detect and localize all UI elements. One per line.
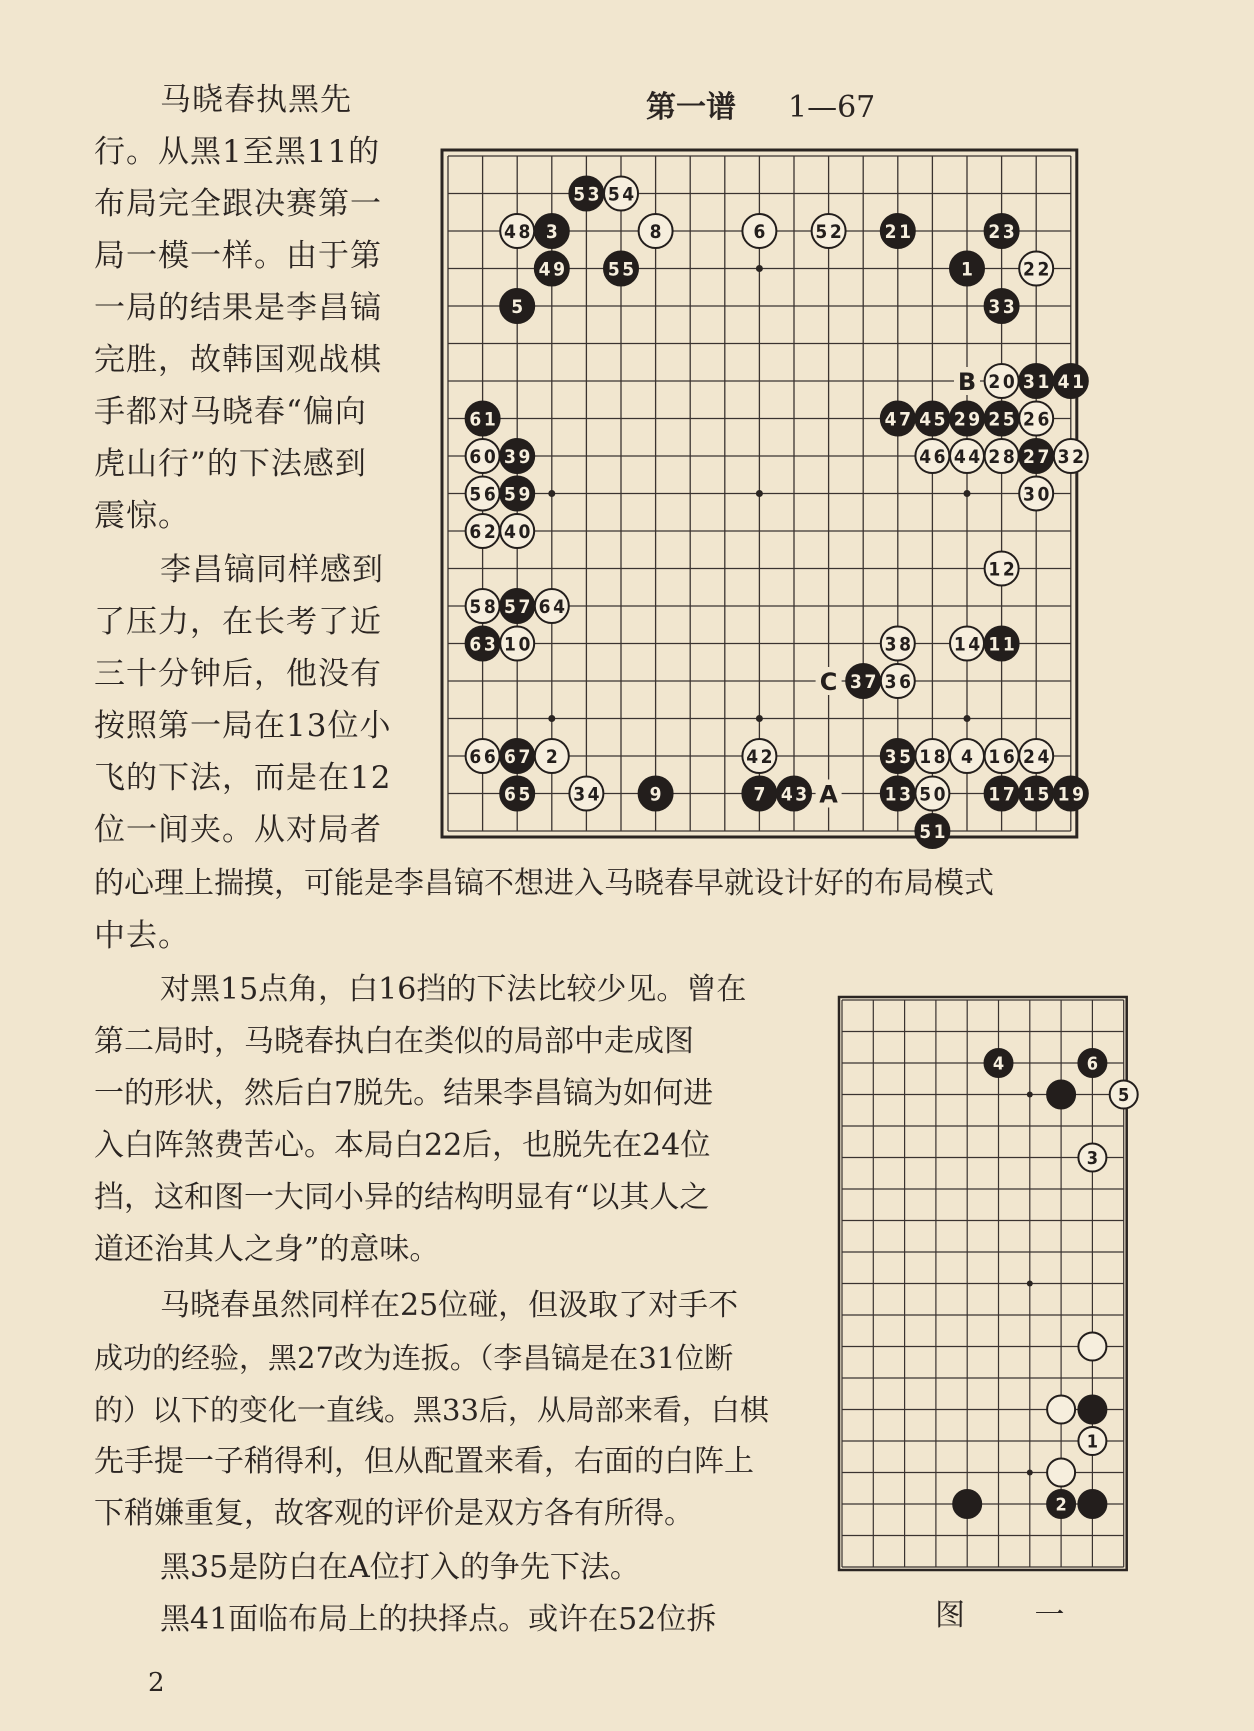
stone-number: 66 [469, 745, 496, 768]
white-stone [950, 439, 984, 473]
black-stone [742, 777, 776, 811]
stone-number: 55 [607, 258, 635, 281]
white-stone [604, 177, 638, 211]
black-stone [466, 627, 500, 661]
black-stone [500, 439, 534, 473]
stone-number: 26 [1023, 408, 1050, 431]
text-line: 局一模一样。由于第 [94, 238, 382, 274]
white-stone [1078, 1333, 1106, 1361]
stone-number: 4 [961, 745, 973, 768]
white-stone [535, 739, 569, 773]
black-stone [604, 252, 638, 286]
stone-number: 44 [953, 445, 981, 468]
white-stone [1047, 1459, 1075, 1487]
stone-number: 15 [1023, 783, 1050, 806]
black-stone [1078, 1396, 1106, 1424]
black-stone [1047, 1081, 1075, 1109]
star-point [964, 490, 971, 497]
stone-number: 25 [988, 408, 1015, 431]
black-stone [1078, 1049, 1106, 1077]
star-point [964, 715, 971, 722]
black-stone [500, 777, 534, 811]
stone-number: 62 [469, 520, 496, 543]
white-stone [985, 552, 1019, 586]
black-stone [500, 289, 534, 323]
black-stone [1019, 364, 1053, 398]
white-stone [742, 739, 776, 773]
stone-number: 5 [1118, 1084, 1130, 1106]
stone-number: 31 [1023, 370, 1050, 393]
text-line: 马晓春虽然同样在25位碰，但汲取了对手不 [160, 1288, 739, 1323]
diagram-title-text: 第一谱 [646, 90, 736, 125]
stone-number: 58 [469, 595, 496, 618]
stone-number: 10 [504, 633, 531, 656]
stone-disc [1047, 1459, 1075, 1487]
text-line: 手都对马晓春“偏向 [94, 394, 367, 430]
white-stone [985, 439, 1019, 473]
stone-number: 16 [988, 745, 1015, 768]
point-mark-label: C [819, 668, 838, 696]
white-stone [500, 514, 534, 548]
stone-number: 22 [1023, 258, 1050, 281]
white-stone [1078, 1427, 1106, 1455]
white-stone [881, 664, 915, 698]
star-point [756, 265, 763, 272]
stone-number: 64 [538, 595, 565, 618]
stone-number: 42 [746, 745, 773, 768]
white-stone [466, 514, 500, 548]
stone-number: 48 [504, 220, 531, 243]
text-line: 位一间夹。从对局者 [94, 812, 382, 848]
text-line: 完胜，故韩国观战棋 [94, 342, 382, 378]
stone-number: 59 [504, 483, 531, 506]
text-line: 震惊。 [94, 498, 190, 534]
stone-number: 47 [884, 408, 911, 431]
stone-number: 34 [573, 783, 600, 806]
black-stone [1054, 777, 1088, 811]
white-stone [1019, 402, 1053, 436]
text-line: 了压力，在长考了近 [94, 604, 382, 640]
stone-number: 49 [538, 258, 565, 281]
stone-number: 56 [469, 483, 496, 506]
stone-number: 13 [884, 783, 911, 806]
white-stone [466, 739, 500, 773]
black-stone [881, 402, 915, 436]
stone-number: 52 [815, 220, 842, 243]
white-stone [500, 627, 534, 661]
stone-number: 51 [919, 820, 946, 843]
black-stone [985, 777, 1019, 811]
white-stone [1019, 477, 1053, 511]
text-line: 马晓春执黑先 [160, 82, 352, 118]
stone-disc [1047, 1396, 1075, 1424]
white-stone [915, 739, 949, 773]
stone-number: 20 [988, 370, 1015, 393]
white-stone [466, 477, 500, 511]
stone-number: 21 [884, 220, 911, 243]
white-stone [500, 214, 534, 248]
black-stone [881, 777, 915, 811]
black-stone [466, 402, 500, 436]
page-number: 2 [148, 1668, 165, 1698]
white-stone [1078, 1144, 1106, 1172]
star-point [756, 715, 763, 722]
stone-disc [1078, 1333, 1106, 1361]
stone-number: 8 [649, 220, 662, 243]
black-stone [1078, 1490, 1106, 1518]
stone-disc [953, 1490, 981, 1518]
text-line: 黑35是防白在A位打入的争先下法。 [160, 1550, 640, 1585]
black-stone [535, 252, 569, 286]
black-stone [915, 402, 949, 436]
black-stone [500, 589, 534, 623]
stone-disc [1047, 1081, 1075, 1109]
stone-number: 3 [545, 220, 558, 243]
white-stone [466, 589, 500, 623]
black-stone [985, 1049, 1013, 1077]
stone-number: 1 [1086, 1431, 1099, 1453]
stone-number: 37 [850, 670, 877, 693]
stone-number: 12 [988, 558, 1015, 581]
text-line: 中去。 [94, 918, 190, 954]
stone-disc [1078, 1490, 1106, 1518]
white-stone [1019, 739, 1053, 773]
star-point [1027, 1092, 1033, 1098]
stone-number: 32 [1057, 445, 1084, 468]
white-stone [1019, 252, 1053, 286]
star-point [1027, 1470, 1033, 1476]
star-point [1027, 1281, 1033, 1287]
black-stone [639, 777, 673, 811]
black-stone [500, 477, 534, 511]
stone-number: 5 [511, 295, 524, 318]
white-stone [950, 627, 984, 661]
text-line: 的心理上揣摸，可能是李昌镐不想进入马晓春早就设计好的布局模式 [94, 866, 994, 901]
stone-number: 3 [1086, 1147, 1099, 1169]
stone-number: 18 [919, 745, 946, 768]
black-stone [500, 739, 534, 773]
black-stone [881, 214, 915, 248]
stone-number: 2 [545, 745, 558, 768]
point-mark-label: B [957, 368, 977, 396]
black-stone [1019, 777, 1053, 811]
text-line: 一局的结果是李昌镐 [94, 290, 382, 326]
stone-number: 11 [988, 633, 1015, 656]
stone-number: 61 [469, 408, 496, 431]
stone-number: 6 [1086, 1053, 1099, 1075]
black-stone [1019, 439, 1053, 473]
stone-number: 38 [884, 633, 911, 656]
black-stone [950, 402, 984, 436]
stone-number: 45 [919, 408, 946, 431]
text-line: 第二局时，马晓春执白在类似的局部中走成图 [94, 1024, 694, 1059]
stone-number: 19 [1057, 783, 1084, 806]
stone-number: 24 [1023, 745, 1050, 768]
text-line: 下稍嫌重复，故客观的评价是双方各有所得。 [94, 1496, 694, 1531]
text-line: 三十分钟后，他没有 [94, 656, 382, 692]
black-stone [985, 289, 1019, 323]
text-line: 飞的下法，而是在12 [94, 760, 392, 796]
stone-number: 9 [649, 783, 662, 806]
stone-number: 36 [884, 670, 911, 693]
text-line: 入白阵煞费苦心。本局白22后，也脱先在24位 [94, 1128, 711, 1163]
black-stone [569, 177, 603, 211]
stone-number: 57 [504, 595, 531, 618]
stone-number: 46 [919, 445, 946, 468]
text-line: 一的形状，然后白7脱先。结果李昌镐为如何进 [94, 1076, 714, 1111]
stone-number: 41 [1057, 370, 1084, 393]
black-stone [985, 627, 1019, 661]
black-stone [1047, 1490, 1075, 1518]
white-stone [985, 364, 1019, 398]
stone-number: 6 [753, 220, 766, 243]
stone-number: 35 [884, 745, 911, 768]
black-stone [985, 402, 1019, 436]
text-line: 虎山行”的下法感到 [94, 446, 367, 482]
white-stone [742, 214, 776, 248]
white-stone [915, 777, 949, 811]
black-stone [535, 214, 569, 248]
black-stone [953, 1490, 981, 1518]
black-stone [1054, 364, 1088, 398]
white-stone [639, 214, 673, 248]
black-stone [846, 664, 880, 698]
stone-number: 60 [469, 445, 496, 468]
diagram-move-range: 1—67 [788, 90, 876, 125]
black-stone [777, 777, 811, 811]
star-point [548, 715, 555, 722]
stone-number: 7 [753, 783, 766, 806]
stone-number: 33 [988, 295, 1015, 318]
black-stone [985, 214, 1019, 248]
stone-number: 39 [504, 445, 531, 468]
stone-number: 43 [780, 783, 808, 806]
stone-number: 54 [607, 183, 635, 206]
point-mark-label: A [819, 780, 838, 809]
stone-number: 27 [1023, 445, 1050, 468]
stone-number: 67 [504, 745, 531, 768]
stone-disc [1078, 1396, 1106, 1424]
white-stone [950, 739, 984, 773]
stone-number: 30 [1023, 483, 1050, 506]
black-stone [950, 252, 984, 286]
text-line: 行。从黑1至黑11的 [94, 134, 381, 170]
stone-number: 1 [961, 258, 973, 281]
stone-number: 53 [573, 183, 600, 206]
stone-number: 50 [919, 783, 946, 806]
white-stone [466, 439, 500, 473]
white-stone [1047, 1396, 1075, 1424]
stone-number: 65 [504, 783, 531, 806]
stone-number: 17 [988, 783, 1015, 806]
stone-number: 28 [988, 445, 1015, 468]
stone-number: 29 [953, 408, 981, 431]
text-line: 成功的经验，黑27改为连扳。（李昌镐是在31位断 [94, 1341, 734, 1375]
white-stone [812, 214, 846, 248]
black-stone [915, 814, 949, 848]
figure-caption: 图 一 [935, 1598, 1095, 1633]
white-stone [1110, 1081, 1138, 1109]
stone-number: 2 [1055, 1494, 1067, 1516]
stone-number: 63 [469, 633, 496, 656]
stone-number: 23 [988, 220, 1015, 243]
text-line: 挡，这和图一大同小异的结构明显有“以其人之 [94, 1180, 710, 1215]
text-line: 的）以下的变化一直线。黑33后，从局部来看，白棋 [94, 1393, 769, 1427]
white-stone [985, 739, 1019, 773]
white-stone [881, 627, 915, 661]
star-point [756, 490, 763, 497]
figure-one-diagram [839, 997, 1138, 1570]
white-stone [535, 589, 569, 623]
white-stone [915, 439, 949, 473]
text-line: 按照第一局在13位小 [94, 708, 392, 744]
stone-number: 40 [504, 520, 531, 543]
text-line: 布局完全跟决赛第一 [94, 186, 382, 222]
star-point [548, 490, 555, 497]
black-stone [881, 739, 915, 773]
stone-number: 14 [953, 633, 981, 656]
text-line: 黑41面临布局上的抉择点。或许在52位拆 [160, 1602, 717, 1637]
white-stone [1054, 439, 1088, 473]
text-line: 李昌镐同样感到 [160, 552, 384, 588]
text-line: 道还治其人之身”的意味。 [94, 1232, 440, 1267]
text-line: 对黑15点角，白16挡的下法比较少见。曾在 [160, 972, 747, 1007]
stone-number: 4 [992, 1053, 1005, 1075]
text-line: 先手提一子稍得利，但从配置来看，右面的白阵上 [94, 1444, 754, 1479]
white-stone [569, 777, 603, 811]
